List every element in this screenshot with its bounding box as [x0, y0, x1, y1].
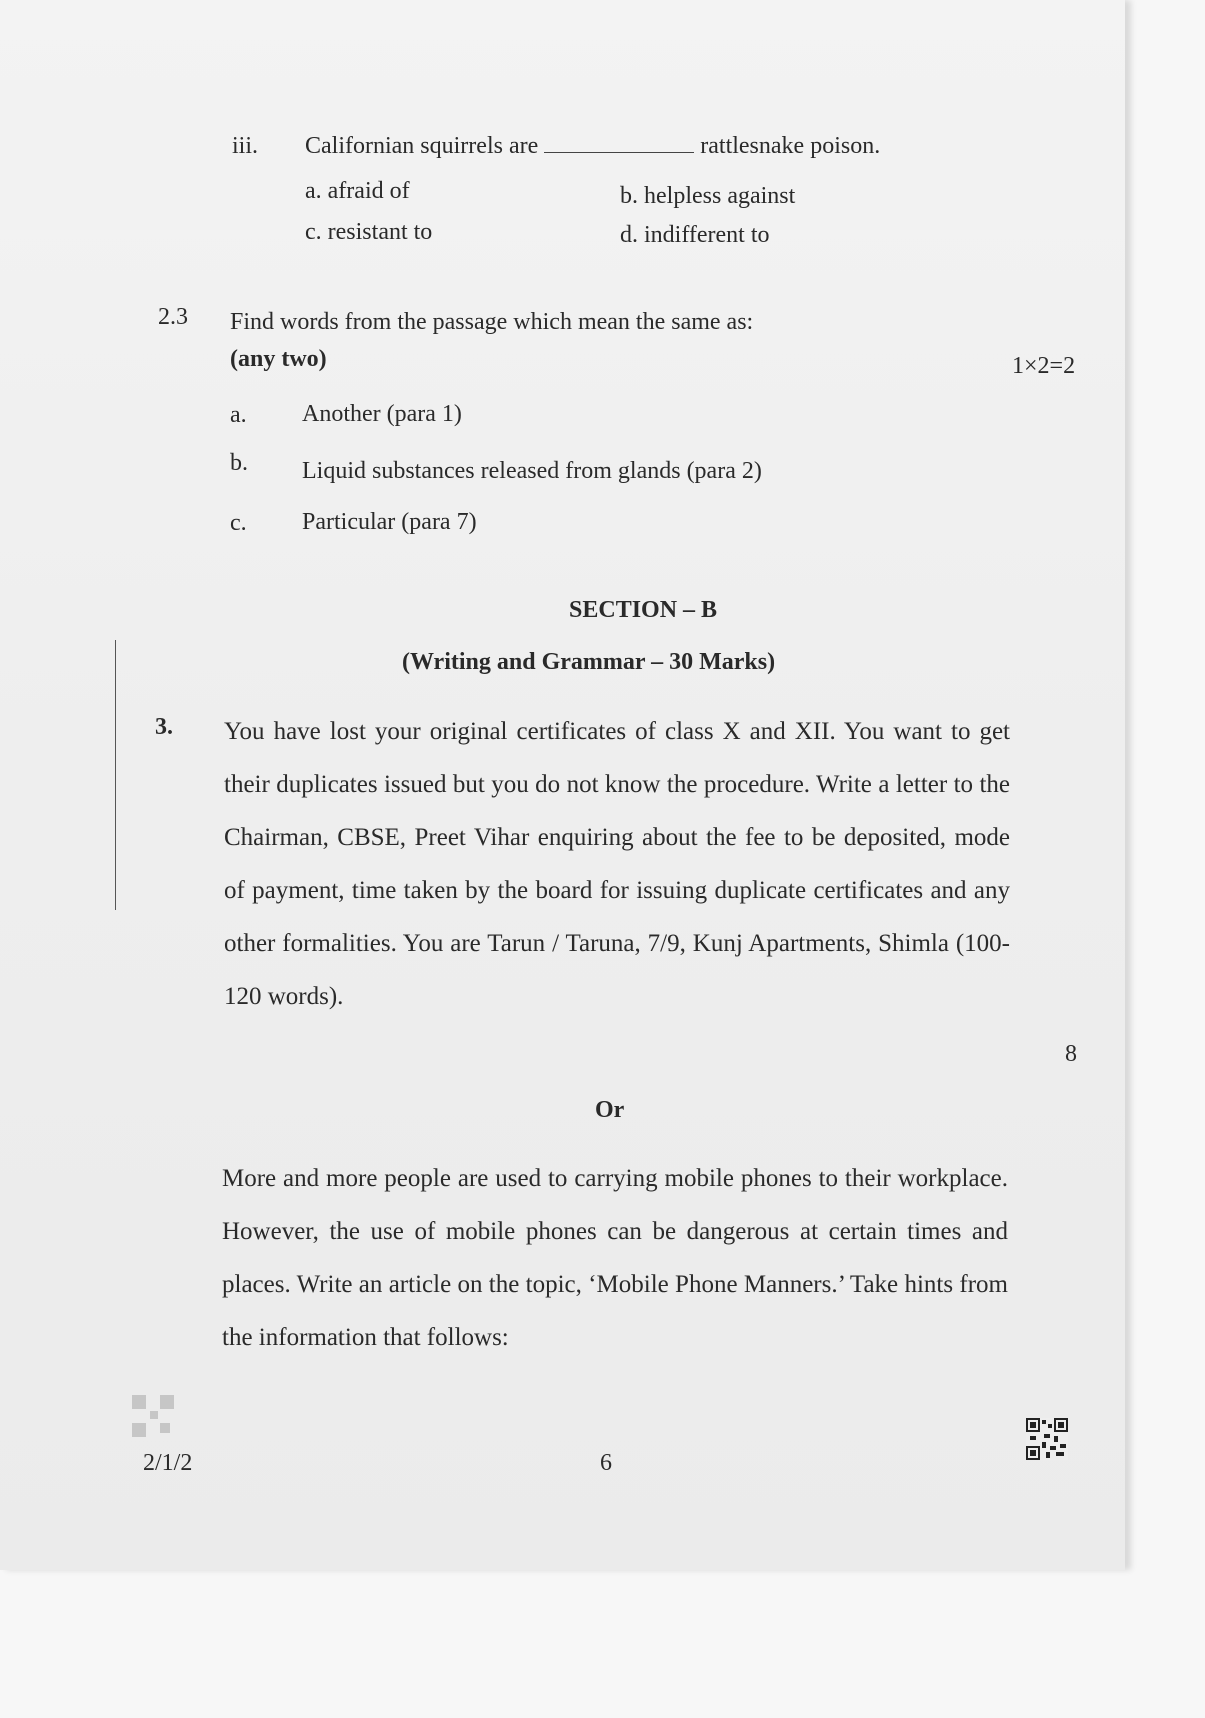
qr-code-icon — [1026, 1418, 1068, 1460]
alternative-question-text: More and more people are used to carrying mobile phones to their workplace. However, the use of mobile phones can be dangerous at certain times and places. Write an article on the topic, ‘Mobile Phone Manners.’ Take hints from the information that follows: — [222, 1165, 1008, 1351]
option-c: c. resistant to — [305, 219, 433, 245]
option-b: b. helpless against — [620, 183, 796, 209]
question-marks: 8 — [1065, 1041, 1077, 1067]
item-text: Liquid substances released from glands (para 2) — [302, 458, 762, 484]
option-a: a. afraid of — [305, 178, 410, 204]
question-stem — [305, 132, 880, 160]
item-label: a. — [230, 402, 247, 428]
question-text: Find words from the passage which mean the same as: — [230, 309, 754, 335]
item-text: Another (para 1) — [302, 401, 462, 427]
question-number: 3. — [155, 714, 173, 740]
section-title: SECTION – B — [569, 597, 718, 623]
item-label: c. — [230, 510, 247, 536]
item-text: Particular (para 7) — [302, 509, 477, 535]
section-subtitle: (Writing and Grammar – 30 Marks) — [402, 649, 776, 675]
paper-code: 2/1/2 — [143, 1450, 193, 1476]
question-number: 2.3 — [158, 304, 188, 330]
or-label: Or — [595, 1097, 625, 1123]
stem-after: rattlesnake poison. — [700, 133, 881, 159]
question-number: iii. — [232, 133, 259, 159]
stem-before: Californian squirrels are — [305, 133, 539, 159]
item-label: b. — [230, 450, 248, 476]
faded-qr-code-icon — [132, 1395, 174, 1437]
option-d: d. indifferent to — [620, 222, 770, 248]
question-note: (any two) — [230, 346, 327, 372]
question-text: You have lost your original certificates of class X and XII. You want to get their duplicates issued but you do not know the procedure. Write a letter to the Chairman, CBSE, Preet Vihar enquiring about the fee to be deposited, mode of payment, time taken by the board for issuing duplicate certificates and any other formalities. You are Tarun / Taruna, 7/9, Kunj Apartments, Shimla (100-120 words). — [224, 718, 1010, 1010]
answer-blank — [544, 134, 694, 153]
question-marks: 1×2=2 — [1012, 353, 1076, 379]
margin-line — [115, 640, 116, 910]
page-number: 6 — [600, 1450, 612, 1476]
